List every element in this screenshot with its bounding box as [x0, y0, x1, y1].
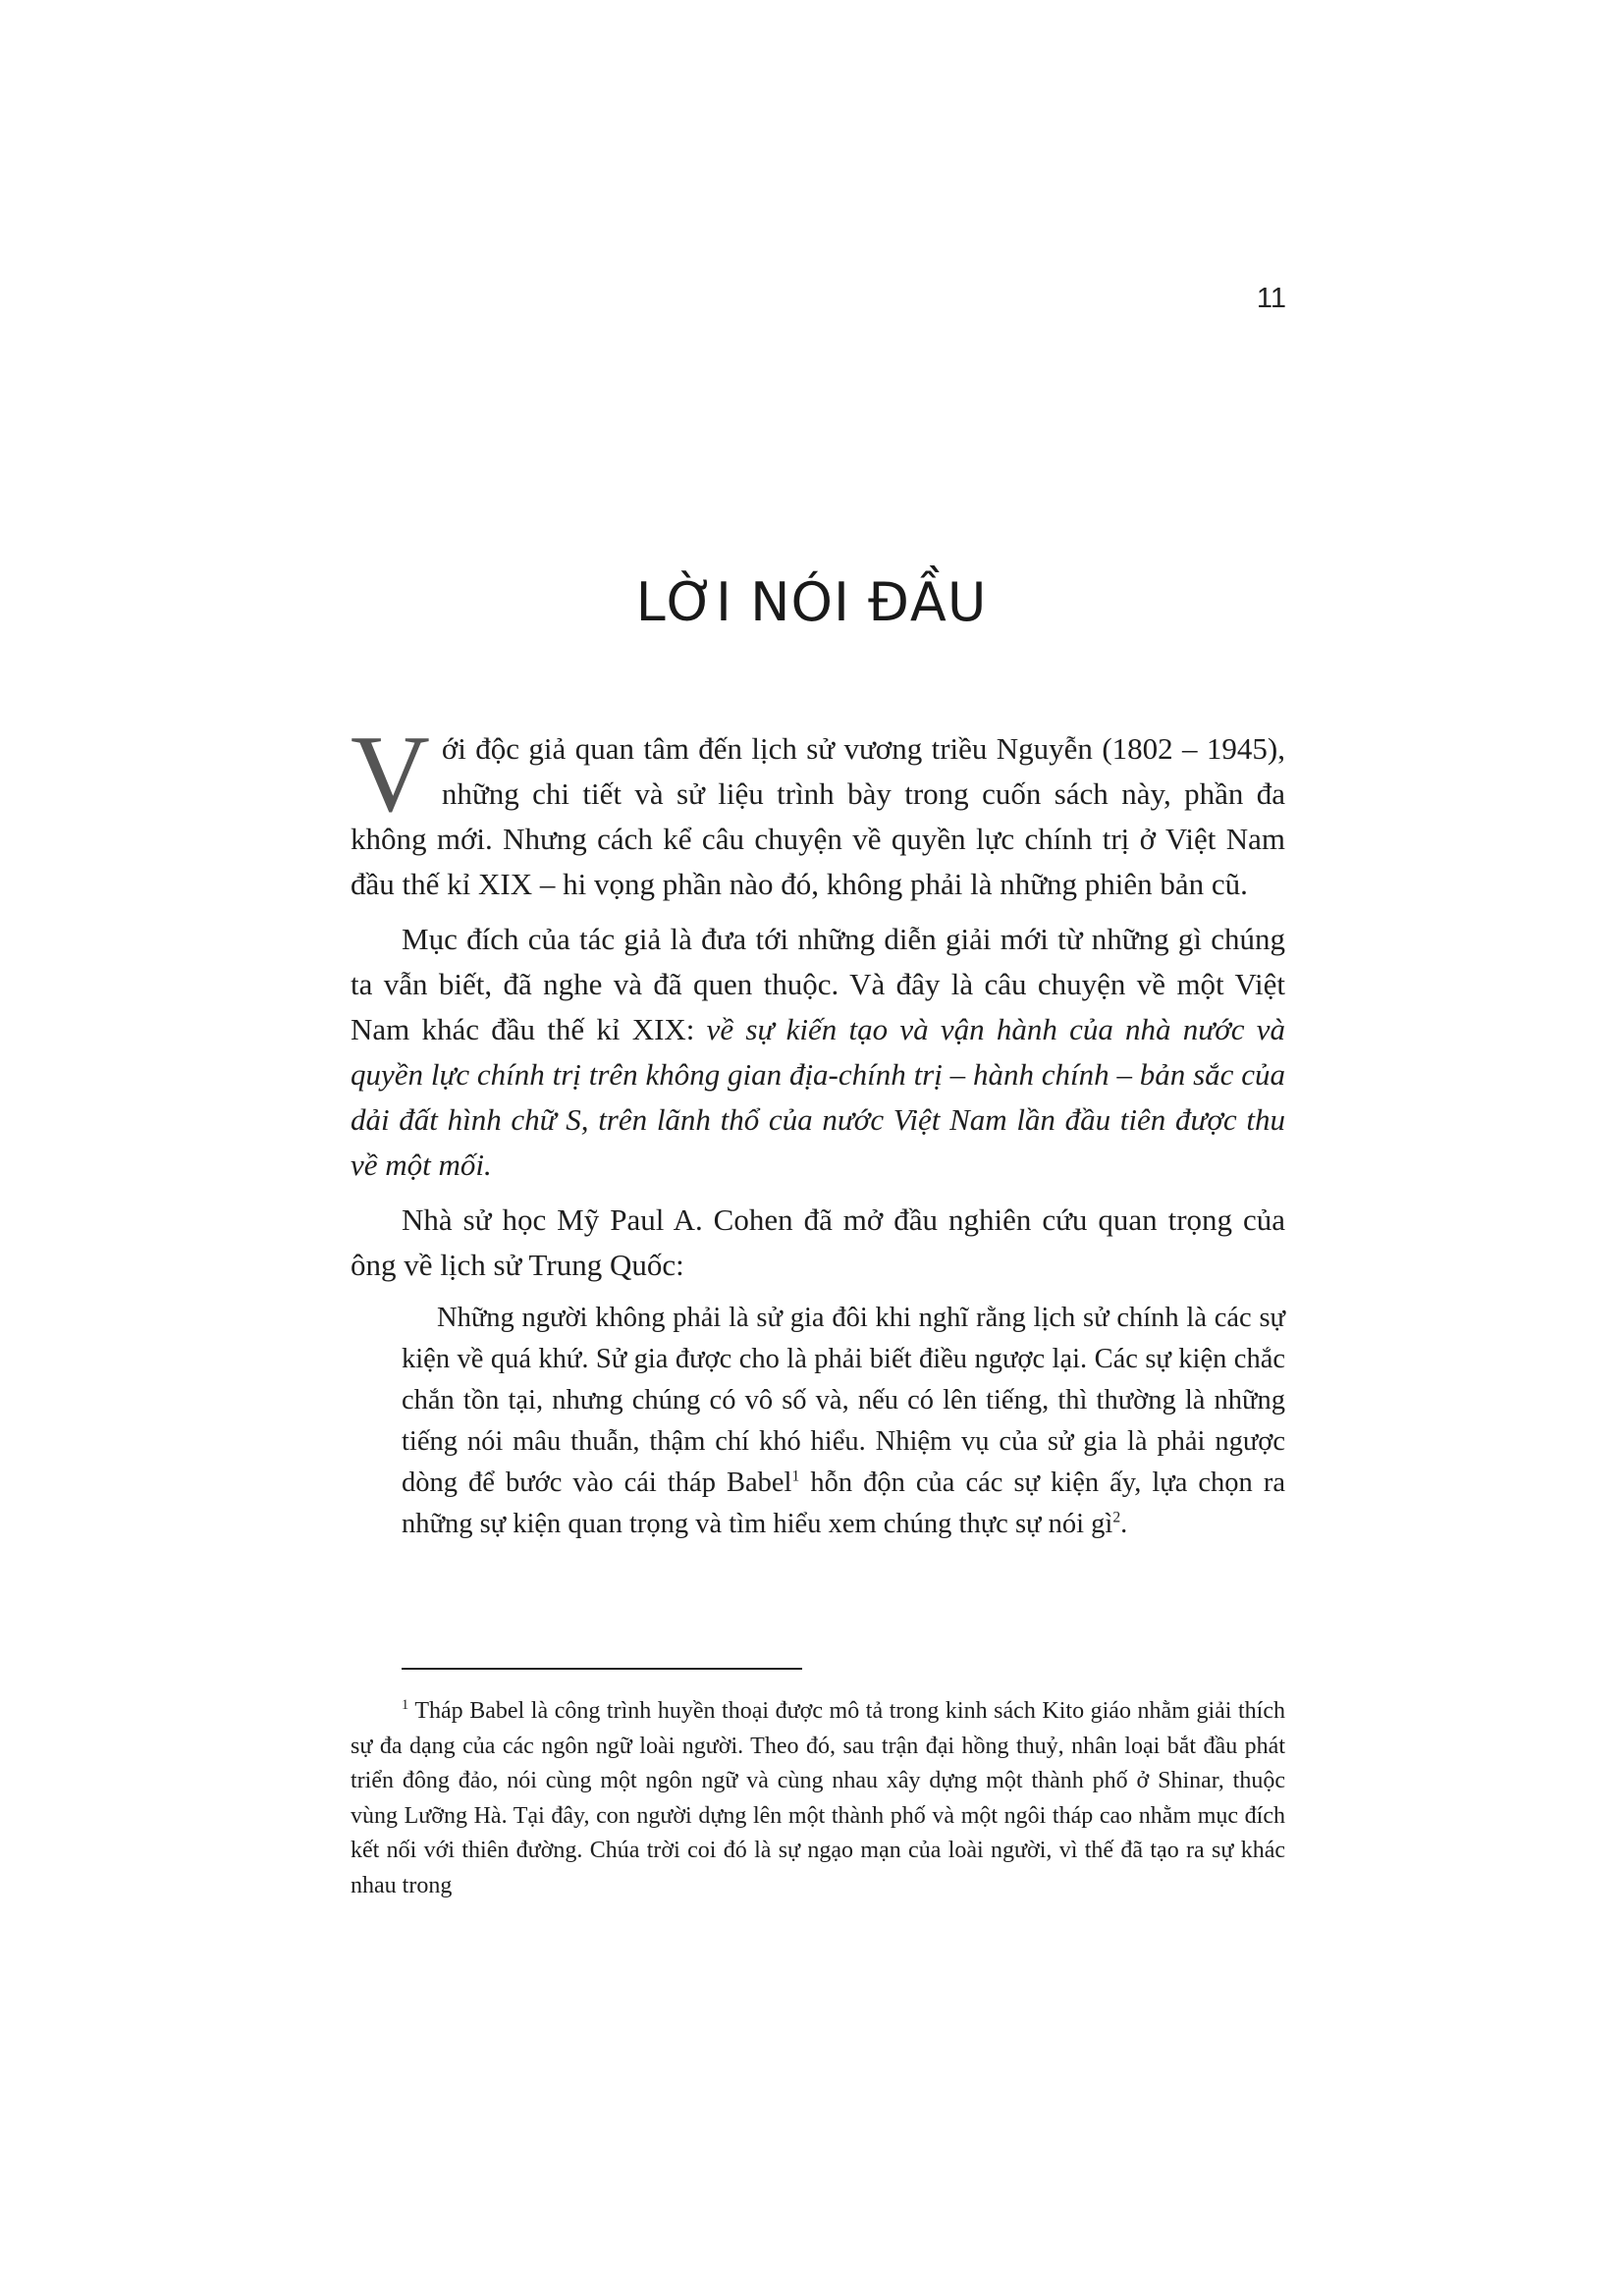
footnote-ref-1[interactable]: 1: [791, 1468, 800, 1485]
quote-part-3: .: [1120, 1509, 1128, 1539]
main-text: [351, 714, 1286, 1545]
drop-cap: V: [351, 714, 430, 835]
paragraph-purpose-text: Mục đích của tác giả là đưa tới những diễn giải mới từ những gì chúng ta vẫn biết, đã nghe và đã quen thuộc. Và đây là câu chuyện về một Việt Nam khác đầu thế kỉ XIX:: [351, 922, 1285, 1046]
footnote-ref-2[interactable]: 2: [1112, 1509, 1121, 1526]
footnote-divider: [402, 1668, 802, 1670]
paragraph-intro-text: ới độc giả quan tâm đến lịch sử vương triều Nguyễn (1802 – 1945), những chi tiết và sử liệu trình bày trong cuốn sách này, phần đa không mới. Nhưng cách kể câu chuyện về quyền lực chính trị ở Việt Nam đầu thế kỉ XIX – hi vọng phần nào đó, không phải là những phiên bản cũ.: [351, 731, 1285, 901]
paragraph-cohen: [351, 1198, 1285, 1288]
page-number: 11: [1256, 283, 1286, 314]
block-quote: [402, 1298, 1285, 1545]
footnote-marker: 1: [402, 1697, 409, 1713]
quote-part-2: hỗn độn của các sự kiện ấy, lựa chọn ra những sự kiện quan trọng và tìm hiểu xem chúng thực sự nói gì: [402, 1468, 1285, 1539]
paragraph-cohen-text: Nhà sử học Mỹ Paul A. Cohen đã mở đầu nghiên cứu quan trọng của ông về lịch sử Trung Quốc:: [351, 1202, 1285, 1282]
footnote-text: Tháp Babel là công trình huyền thoại được mô tả trong kinh sách Kito giáo nhằm giải thích sự đa dạng của các ngôn ngữ loài người. Theo đó, sau trận đại hồng thuỷ, nhân loại bắt đầu phát triển đông đảo, nói cùng một ngôn ngữ và cùng nhau xây dựng một thành phố ở Shinar, thuộc vùng Lưỡng Hà. Tại đây, con người dựng lên một thành phố và một ngôi tháp cao nhằm mục đích kết nối với thiên đường. Chúa trời coi đó là sự ngạo mạn của loài người, vì thế đã tạo ra sự khác nhau trong: [351, 1698, 1285, 1898]
chapter-title: LỜI NÓI ĐẦU: [635, 571, 988, 633]
paragraph-purpose-italic: về sự kiến tạo và vận hành của nhà nước và quyền lực chính trị trên không gian địa-chính trị – hành chính – bản sắc của dải đất hình chữ S, trên lãnh thổ của nước Việt Nam lần đầu tiên được thu về một mối.: [351, 1012, 1286, 1182]
paragraph-intro: [351, 714, 1285, 907]
paragraph-purpose: [351, 917, 1285, 1188]
footnote: [351, 1694, 1285, 1903]
quote-part-1: Những người không phải là sử gia đôi khi nghĩ rằng lịch sử chính là các sự kiện về quá khứ. Sử gia được cho là phải biết điều ngược lại. Các sự kiện chắc chắn tồn tại, nhưng chúng có vô số và, nếu có lên tiếng, thì thường là những tiếng nói mâu thuẫn, thậm chí khó hiểu. Nhiệm vụ của sử gia là phải ngược dòng để bước vào cái tháp Babel: [402, 1303, 1285, 1498]
